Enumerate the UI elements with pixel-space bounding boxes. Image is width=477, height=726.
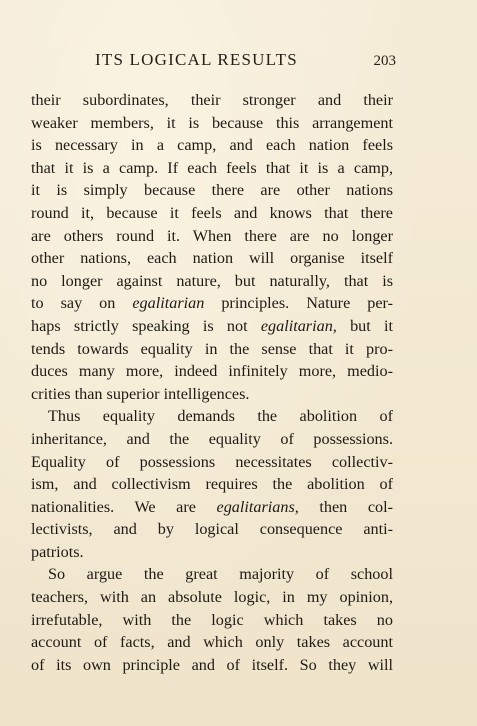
text-line	[31, 338, 393, 361]
text-run: irrefutable, with the logic which takes no	[31, 610, 393, 629]
text-line	[31, 247, 393, 270]
text-run: is necessary in a camp, and each nation feels	[31, 136, 393, 155]
text-run: then col-	[298, 497, 393, 516]
text-line	[31, 89, 393, 112]
text-run: Thus equality demands the abolition of	[48, 407, 393, 426]
text-run: teachers, with an absolute logic, in my opinion,	[31, 588, 393, 607]
text-run: nationalities. We are	[31, 497, 217, 516]
text-line	[31, 631, 393, 654]
text-line	[31, 112, 393, 135]
text-run: duces many more, indeed infinitely more, medio-	[31, 362, 393, 381]
text-run: their subordinates, their stronger and their	[31, 91, 393, 109]
text-line	[31, 360, 393, 383]
text-run: lectivists, and by logical consequence anti-	[31, 520, 393, 539]
text-line	[31, 225, 393, 248]
text-run: weaker members, it is because this arrangement	[31, 113, 393, 132]
text-line	[31, 586, 393, 609]
text-run: are others round it. When there are no longer	[31, 226, 393, 245]
text-run: account of facts, and which only takes account	[31, 633, 393, 652]
text-run: that it is a camp. If each feels that it is a camp,	[31, 158, 393, 177]
text-line	[31, 270, 393, 293]
text-line	[31, 202, 393, 225]
text-line	[31, 292, 393, 315]
text-run: other nations, each nation will organise itself	[31, 249, 393, 268]
text-line	[31, 315, 393, 338]
page-header	[33, 50, 396, 74]
text-line	[31, 428, 393, 451]
text-run: So argue the great majority of school	[48, 565, 393, 584]
text-line	[31, 179, 393, 202]
text-line	[31, 134, 393, 157]
text-run: haps strictly speaking is not	[31, 316, 261, 335]
text-run: round it, because it feels and knows that there	[31, 203, 393, 222]
italic-word: egalitarian,	[260, 316, 337, 335]
text-run: to say on	[31, 294, 133, 313]
text-line	[31, 654, 393, 677]
running-head: ITS LOGICAL RESULTS	[95, 50, 298, 69]
italic-word: egalitarian	[132, 294, 205, 313]
text-line	[31, 157, 393, 180]
text-run: it is simply because there are other nations	[31, 181, 393, 200]
text-line	[31, 451, 393, 474]
body-text	[31, 89, 393, 676]
text-line	[31, 496, 393, 519]
italic-word: egalitarians,	[216, 497, 299, 516]
text-line	[31, 563, 393, 586]
text-run: but it	[336, 316, 393, 335]
text-line	[31, 383, 393, 406]
text-run: crities than superior intelligences.	[31, 384, 250, 403]
text-line	[31, 541, 393, 564]
text-run: Equality of possessions necessitates collectiv-	[31, 452, 393, 471]
text-run: patriots.	[31, 542, 84, 561]
text-run: inheritance, and the equality of possessions.	[31, 429, 393, 448]
text-line	[31, 609, 393, 632]
text-line	[31, 405, 393, 428]
text-line	[31, 518, 393, 541]
text-run: principles. Nature per-	[204, 294, 393, 313]
text-line	[31, 473, 393, 496]
text-run: of its own principle and of itself. So they will	[31, 655, 393, 674]
text-run: no longer against nature, but naturally, that is	[31, 271, 393, 290]
text-run: tends towards equality in the sense that it pro-	[31, 339, 393, 358]
page-number: 203	[373, 53, 396, 69]
text-run: ism, and collectivism requires the abolition of	[31, 475, 393, 494]
